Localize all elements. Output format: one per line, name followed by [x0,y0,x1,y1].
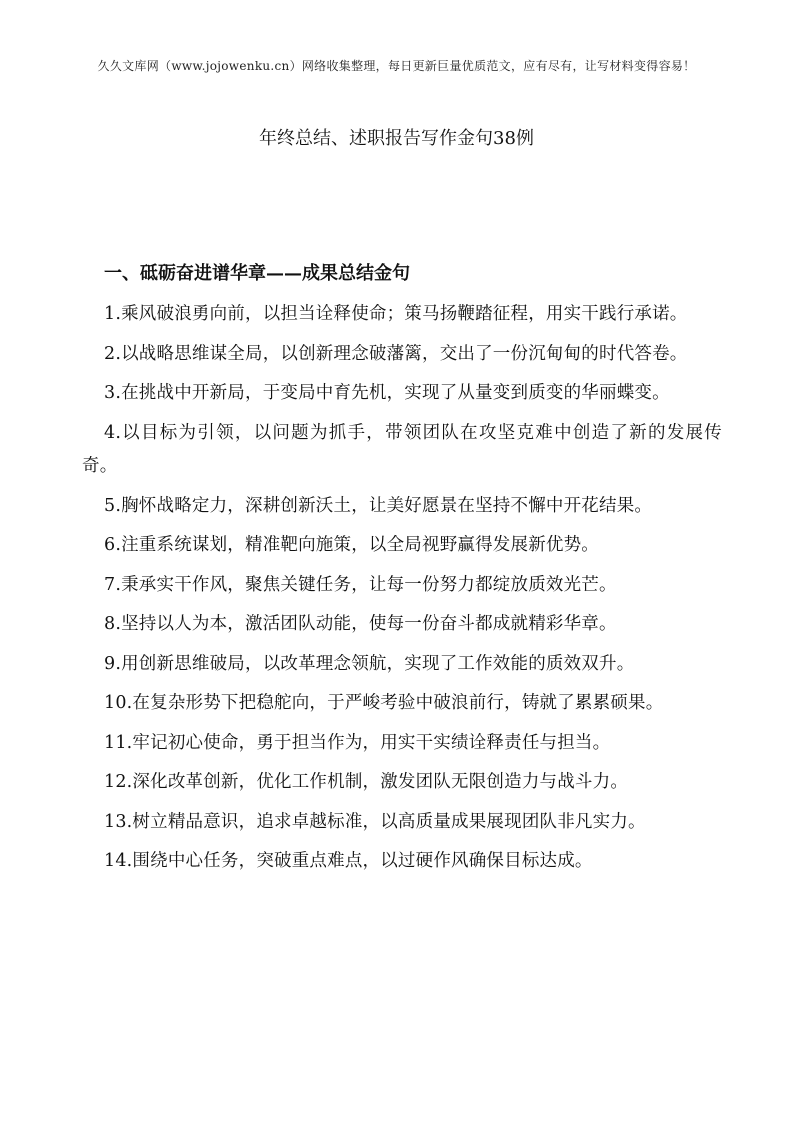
list-item: 13.树立精品意识，追求卓越标准，以高质量成果展现团队非凡实力。 [104,811,646,832]
list-item: 4.以目标为引领，以问题为抓手，带领团队在攻坚克难中创造了新的发展传奇。 [82,422,722,476]
list-item: 9.用创新思维破局，以改革理念领航，实现了工作效能的质效双升。 [104,653,635,674]
list-item: 8.坚持以人为本，激活团队动能，使每一份奋斗都成就精彩华章。 [104,614,617,634]
list-item: 11.牢记初心使命，勇于担当作为，用实干实绩诠释责任与担当。 [104,732,611,753]
list-item: 3.在挑战中开新局，于变局中育先机，实现了从量变到质变的华丽蝶变。 [104,383,670,403]
list-item: 7.秉承实干作风，聚焦关键任务，让每一份努力都绽放质效光芒。 [104,574,617,595]
list-item: 1.乘风破浪勇向前，以担当诠释使命；策马扬鞭踏征程，用实干践行承诺。 [104,304,688,324]
list-item: 12.深化改革创新，优化工作机制，激发团队无限创造力与战斗力。 [104,772,629,792]
list-item: 10.在复杂形势下把稳舵向，于严峻考验中破浪前行，铸就了累累硕果。 [104,693,664,713]
list-item: 14.围绕中心任务，突破重点难点，以过硬作风确保目标达成。 [104,851,593,871]
quote-list [82,298,722,885]
header-note: 久久文库网（www.jojowenku.cn）网络收集整理，每日更新巨量优质范文，应有尽有，让写材料变得容易！ [97,59,696,73]
section-heading: 一、砥砺奋进谱华章——成果总结金句 [104,263,410,284]
list-item: 5.胸怀战略定力，深耕创新沃土，让美好愿景在坚持不懈中开花结果。 [104,495,653,516]
document-title: 年终总结、述职报告写作金句38例 [259,128,534,149]
list-item: 2.以战略思维谋全局，以创新理念破藩篱，交出了一份沉甸甸的时代答卷。 [104,343,688,364]
list-item: 6.注重系统谋划，精准靶向施策，以全局视野赢得发展新优势。 [104,535,599,555]
